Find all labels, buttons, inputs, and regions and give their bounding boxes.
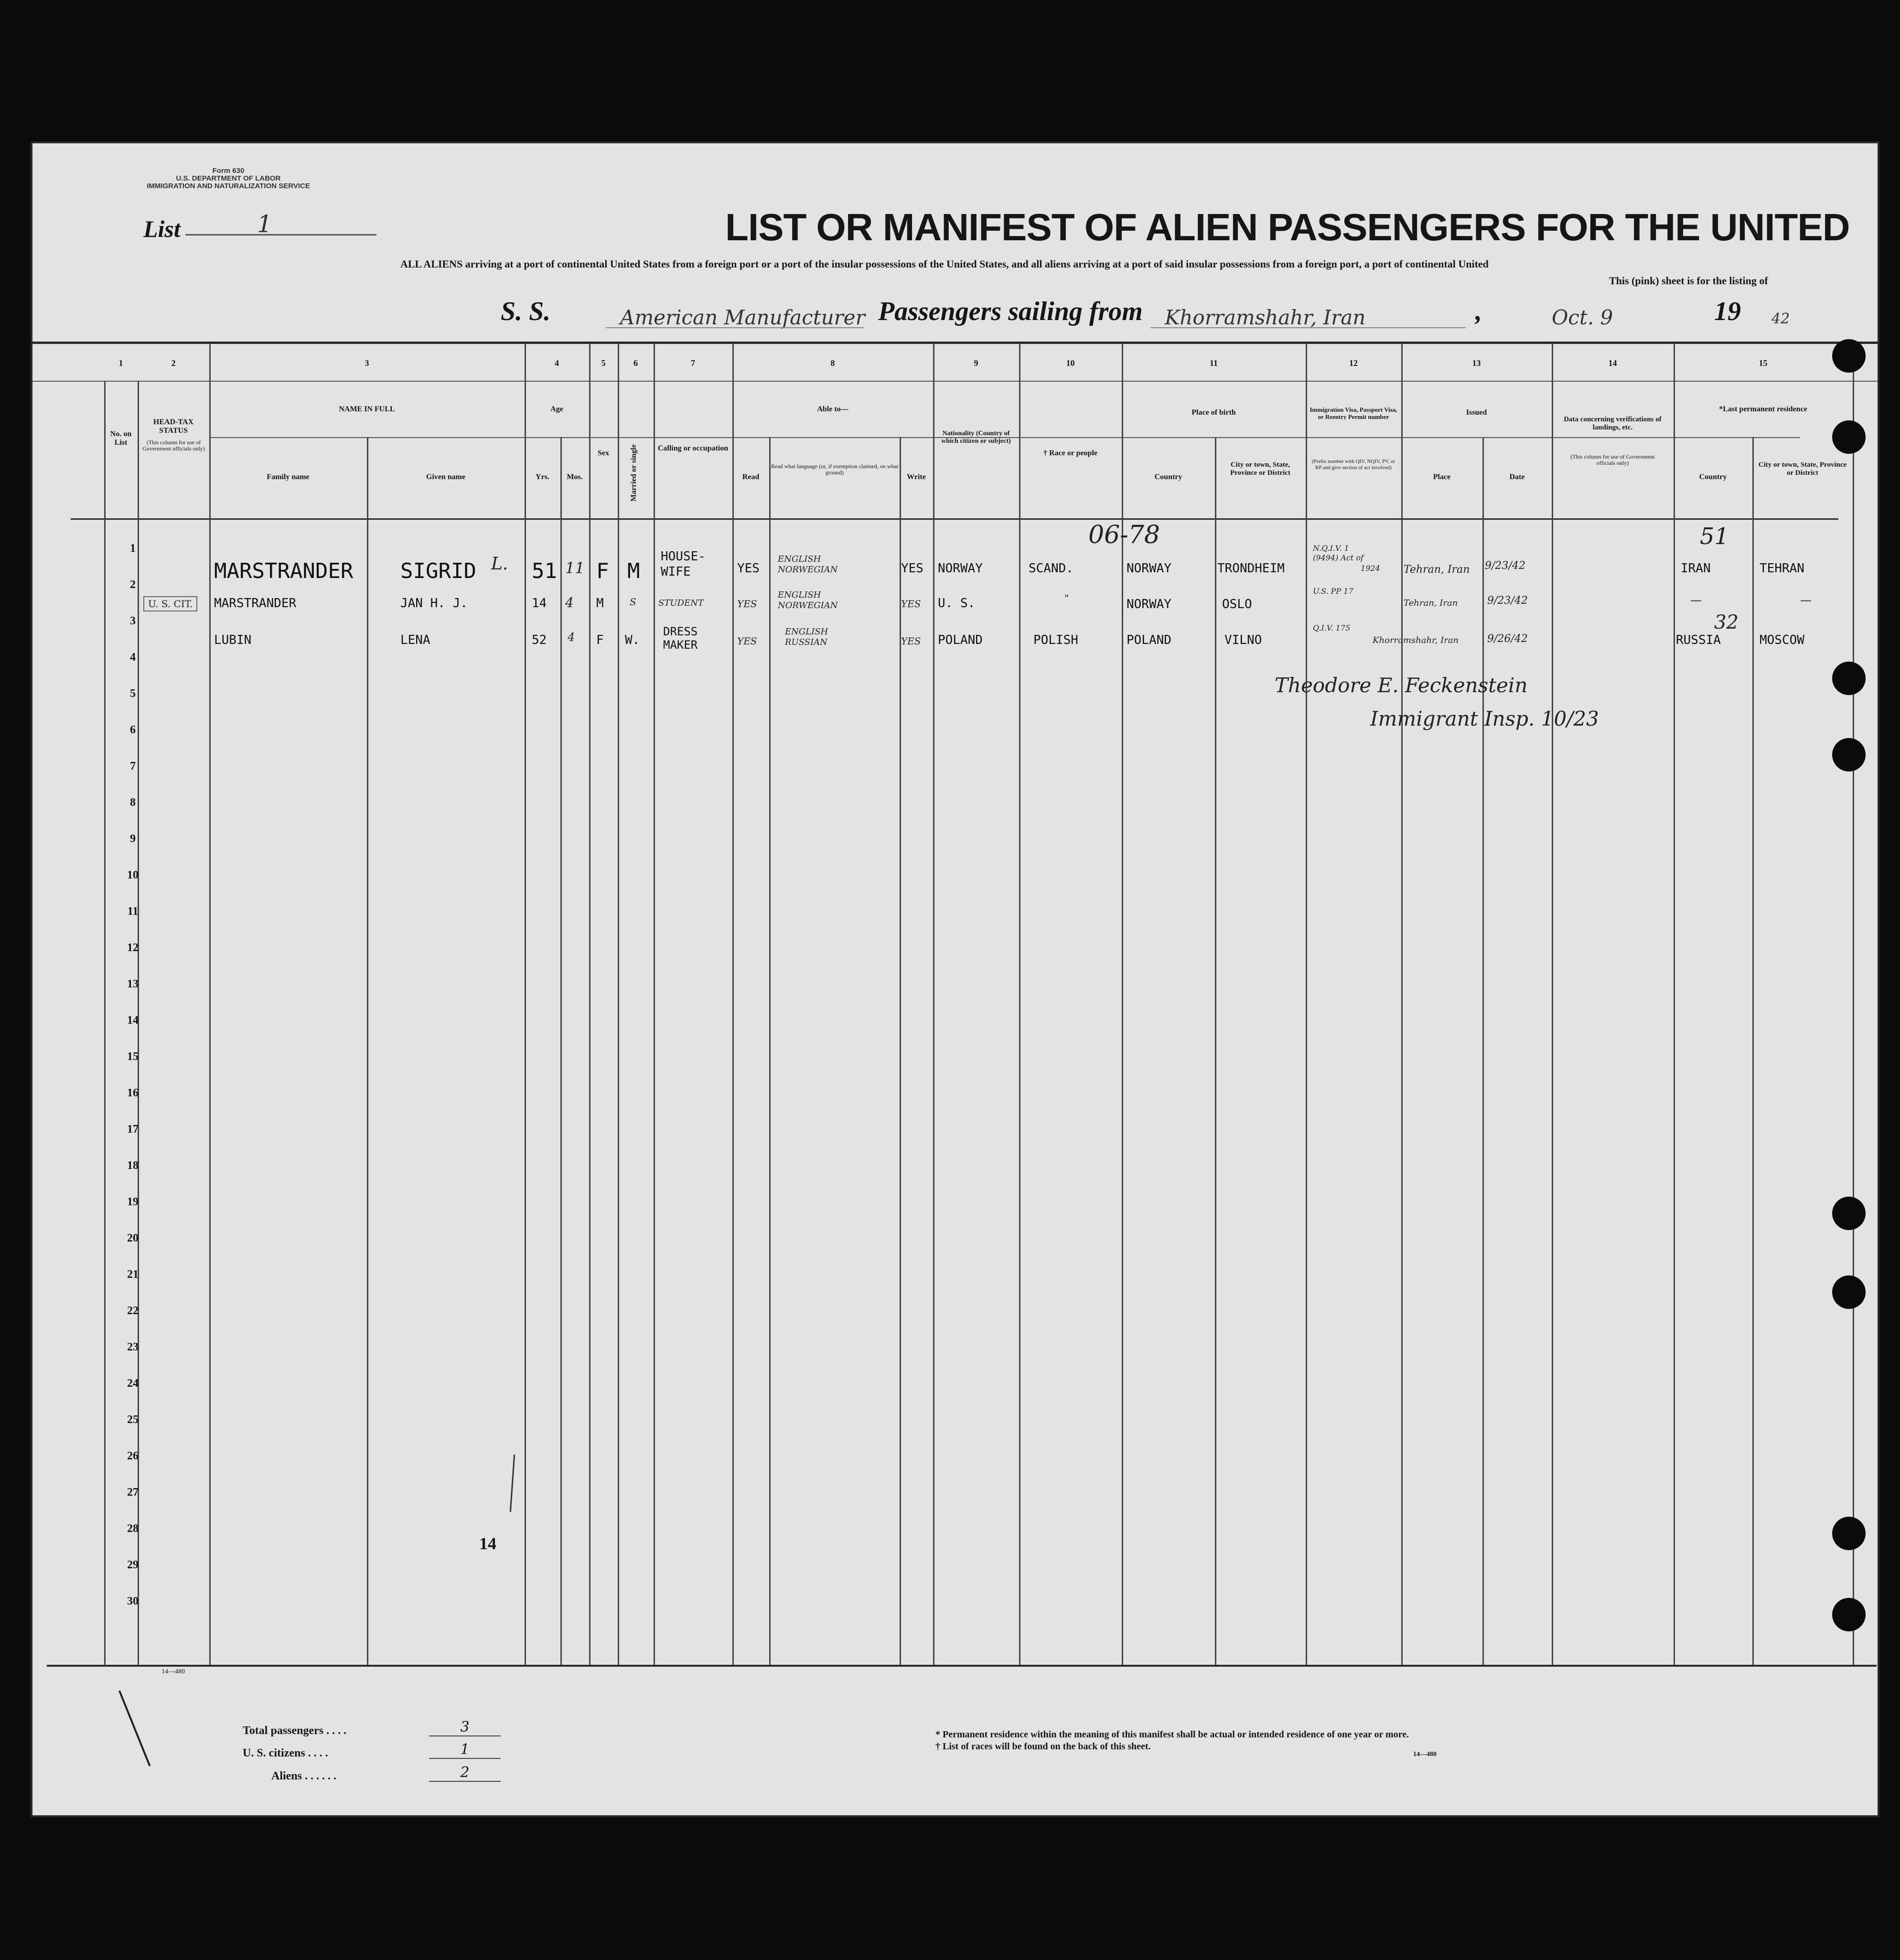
form-number: Form 630: [212, 167, 245, 175]
hdr-date: Date: [1509, 473, 1525, 481]
inspector-signature: Theodore E. Feckenstein: [1275, 674, 1528, 697]
colnum-14: 14: [1608, 358, 1617, 368]
col-line-14: [1019, 344, 1020, 1665]
row-number-1: 1: [130, 542, 136, 555]
binder-hole: [1832, 1517, 1866, 1550]
colnum-7: 7: [691, 358, 695, 368]
table-top-rule: [32, 342, 1878, 344]
passenger-2-sex: M: [596, 596, 604, 610]
passenger-3-language-2: RUSSIAN: [785, 637, 827, 647]
row-number-21: 21: [127, 1268, 139, 1281]
passenger-1-sex: F: [596, 559, 609, 583]
sailing-date: Oct. 9: [1552, 306, 1613, 329]
row-number-6: 6: [130, 724, 136, 736]
row-number-15: 15: [127, 1050, 139, 1063]
passenger-2-language-1: ENGLISH: [778, 590, 821, 600]
colnum-11: 11: [1209, 358, 1218, 368]
col-line-7: [589, 344, 590, 1665]
passenger-3-language-1: ENGLISH: [785, 627, 828, 637]
passenger-1-language-1: ENGLISH: [778, 554, 821, 564]
hdr-res-city: City or town, State, Province or District: [1758, 461, 1847, 477]
hdr-read: Read: [742, 473, 760, 481]
col-line-17: [1306, 344, 1307, 1665]
us-citizens-label: U. S. citizens . . . .: [243, 1747, 328, 1759]
row-number-7: 7: [130, 760, 136, 772]
row-number-20: 20: [127, 1232, 139, 1244]
hdr-country: Country: [1154, 473, 1182, 481]
passenger-1-res-country: IRAN: [1681, 561, 1711, 576]
passenger-2-language-2: NORWEGIAN: [778, 600, 838, 610]
passenger-1-issued-date: 9/23/42: [1485, 560, 1525, 572]
passenger-1-occupation-2: WIFE: [661, 565, 691, 579]
ship-name: American Manufacturer: [620, 306, 865, 329]
passenger-1-mos: 11: [565, 559, 585, 577]
passenger-2-family: MARSTRANDER: [214, 596, 297, 610]
binder-hole: [1832, 420, 1866, 454]
row-number-2: 2: [130, 578, 136, 591]
row-number-26: 26: [127, 1450, 139, 1462]
hdr-place: Place: [1433, 473, 1451, 481]
row-number-9: 9: [130, 833, 136, 845]
passenger-3-visa: Q.I.V. 175: [1313, 623, 1351, 632]
passenger-2-mos: 4: [565, 595, 574, 610]
row-number-13: 13: [127, 978, 139, 990]
passenger-2-read: YES: [737, 598, 757, 610]
list-line: [185, 234, 376, 236]
passenger-3-mos: 4: [568, 631, 575, 644]
col-line-12: [900, 437, 901, 1665]
footnote-races: † List of races will be found on the back of this sheet.: [935, 1741, 1151, 1752]
passenger-2-race: ": [1064, 592, 1069, 604]
col-line-9: [654, 344, 655, 1665]
row-number-12: 12: [127, 942, 139, 954]
sailing-label: Passengers sailing from: [878, 297, 1143, 326]
row-number-17: 17: [127, 1123, 139, 1135]
colnum-1: 1: [118, 358, 123, 368]
passenger-1-read: YES: [737, 561, 760, 576]
hdr-name-in-full: NAME IN FULL: [339, 405, 395, 413]
subtitle-line-1: ALL ALIENS arriving at a port of continental United States from a foreign port or a port of the insular possessions of the United States, and all aliens arriving at a port of said insular possessions from a foreign port, a port of continental United: [400, 258, 1489, 270]
passenger-3-issued-date: 9/26/42: [1487, 633, 1528, 645]
row-number-8: 8: [130, 796, 136, 809]
hdr-write: Write: [907, 473, 926, 481]
passenger-3-married: W.: [625, 633, 640, 647]
colnum-12: 12: [1349, 358, 1358, 368]
us-citizens-value: 1: [429, 1741, 501, 1759]
sailing-port: Khorramshahr, Iran: [1165, 306, 1366, 329]
row-number-25: 25: [127, 1414, 139, 1426]
hdr-head-tax: HEAD-TAX STATUS: [153, 418, 194, 435]
colnum-15: 15: [1759, 358, 1768, 368]
row-number-22: 22: [127, 1305, 139, 1317]
footnote-residence: * Permanent residence within the meaning of this manifest shall be actual or intended residence of one year or more.: [935, 1729, 1409, 1740]
service-name: IMMIGRATION AND NATURALIZATION SERVICE: [147, 182, 310, 190]
hdr-race: † Race or people: [1043, 449, 1097, 457]
ship-line: [606, 327, 864, 328]
passenger-1-visa-1: N.Q.I.V. 1: [1313, 544, 1349, 553]
colnum-4: 4: [555, 358, 559, 368]
header-bottom-rule: [71, 518, 1838, 520]
port-line: [1150, 327, 1466, 328]
passenger-3-read: YES: [737, 635, 757, 647]
aliens-label: Aliens . . . . . .: [271, 1770, 337, 1782]
page-number: 14: [479, 1534, 496, 1553]
subtitle-line-2: This (pink) sheet is for the listing of: [1609, 275, 1768, 287]
hdr-sex: Sex: [598, 449, 609, 457]
colnum-8: 8: [830, 358, 835, 368]
passenger-3-given: LENA: [400, 633, 430, 647]
passenger-3-issued-place: Khorramshahr, Iran: [1373, 635, 1459, 645]
passenger-2-birth-country: NORWAY: [1127, 597, 1171, 611]
passenger-1-yrs: 51: [532, 559, 557, 583]
col-line-13: [933, 344, 934, 1665]
inspector-title: Immigrant Insp. 10/23: [1370, 707, 1599, 730]
passenger-1-given-note: L.: [491, 554, 508, 574]
row-number-4: 4: [130, 651, 136, 664]
passenger-1-language-2: NORWEGIAN: [778, 565, 838, 575]
passenger-1-birth-city: TRONDHEIM: [1217, 561, 1285, 576]
hdr-visa-note: (Prefix number with QIV, NQIV, PV, or RP and give section of act involved): [1311, 459, 1395, 471]
passenger-1-given: SIGRID: [400, 559, 476, 583]
passenger-2-married: S: [630, 596, 636, 608]
passenger-3-family: LUBIN: [214, 633, 252, 647]
slash-mark: [118, 1691, 150, 1767]
passenger-1-visa-2: (9494) Act of: [1313, 553, 1363, 562]
hdr-age: Age: [550, 405, 563, 413]
passenger-2-given: JAN H. J.: [400, 596, 468, 610]
passenger-1-visa-3: 1924: [1361, 564, 1380, 573]
colnum-6: 6: [633, 358, 638, 368]
department-block: [135, 167, 322, 190]
hdr-married: Married or single: [630, 444, 638, 502]
total-passengers-value: 3: [429, 1719, 501, 1736]
col-line-21: [1674, 344, 1675, 1665]
hdr-given-name: Given name: [426, 473, 466, 481]
passenger-1-nationality: NORWAY: [938, 561, 983, 576]
passenger-1-race: SCAND.: [1029, 561, 1073, 576]
residence-annotation-2: 32: [1714, 611, 1739, 633]
passenger-3-nationality: POLAND: [938, 633, 983, 647]
col-line-23: [1853, 344, 1854, 1665]
hdr-calling: Calling or occupation: [657, 444, 729, 452]
passenger-3-race: POLISH: [1033, 633, 1078, 647]
passenger-2-occupation: STUDENT: [658, 598, 704, 608]
list-label: List: [143, 215, 181, 242]
row-number-3: 3: [130, 615, 136, 627]
row-number-23: 23: [127, 1341, 139, 1353]
ss-label: S. S.: [501, 297, 551, 326]
hdr-read-language: Read what language (or, if exemption claimed, on what ground): [771, 463, 899, 476]
colnum-rule: [32, 381, 1878, 382]
passenger-1-family: MARSTRANDER: [214, 559, 354, 583]
passenger-3-write: YES: [901, 635, 921, 647]
passenger-2-yrs: 14: [532, 596, 547, 610]
row-number-24: 24: [127, 1377, 139, 1390]
passenger-3-birth-city: VILNO: [1224, 633, 1262, 647]
form-code-bottom: 14—480: [1413, 1751, 1437, 1758]
table-bottom-rule: [47, 1665, 1877, 1667]
row-number-16: 16: [127, 1087, 139, 1099]
passenger-1-write: YES: [901, 561, 923, 576]
year-prefix: 19: [1714, 297, 1741, 326]
hdr-mos: Mos.: [567, 473, 583, 481]
hdr-place-of-birth: Place of birth: [1192, 408, 1236, 417]
row-number-11: 11: [127, 905, 139, 918]
binder-hole: [1832, 662, 1866, 695]
hdr-visa: Immigration Visa, Passport Visa, or Reentry Permit number: [1310, 406, 1397, 420]
col-line-16: [1215, 437, 1216, 1665]
passenger-3-res-country: RUSSIA: [1676, 633, 1721, 647]
manifest-sheet: [32, 143, 1878, 1815]
col-line-4: [367, 437, 368, 1665]
passenger-2-write: YES: [901, 598, 921, 610]
hdr-res-country: Country: [1699, 473, 1727, 481]
passenger-3-yrs: 52: [532, 633, 547, 647]
colnum-5: 5: [601, 358, 606, 368]
passenger-2-nationality: U. S.: [938, 596, 976, 610]
hdr-city: City or town, State, Province or District: [1230, 461, 1291, 477]
row-number-27: 27: [127, 1486, 139, 1499]
passenger-3-birth-country: POLAND: [1127, 633, 1171, 647]
col-line-20: [1552, 344, 1553, 1665]
form-code-top: 14—480: [161, 1668, 185, 1675]
list-number: 1: [257, 210, 272, 238]
col-line-22: [1752, 437, 1754, 1665]
colnum-2: 2: [171, 358, 176, 368]
col-line-6: [560, 437, 562, 1665]
row-number-28: 28: [127, 1522, 139, 1535]
passenger-2-issued-date: 9/23/42: [1487, 595, 1528, 607]
passenger-2-res-country: —: [1690, 593, 1702, 607]
passenger-2-res-city: —: [1800, 593, 1812, 607]
hdr-no-on-list: No. on List: [110, 430, 132, 447]
birth-annotation: 06-78: [1088, 521, 1160, 549]
col-line-18: [1401, 344, 1403, 1665]
passenger-3-sex: F: [596, 633, 604, 647]
total-passengers-label: Total passengers . . . .: [243, 1724, 347, 1737]
binder-hole: [1832, 1197, 1866, 1230]
hdr-family-name: Family name: [267, 473, 310, 481]
col-line-8: [618, 344, 619, 1665]
hdr-data-landings: Data concerning verifications of landings, etc.: [1564, 416, 1662, 431]
col-line-5: [525, 344, 526, 1665]
row-number-30: 30: [127, 1595, 139, 1607]
col-line-11: [769, 437, 771, 1665]
col-line-10: [732, 344, 734, 1665]
hdr-last-residence: *Last permanent residence: [1719, 405, 1807, 413]
comma: ,: [1475, 297, 1482, 326]
passenger-1-birth-country: NORWAY: [1127, 561, 1171, 576]
hdr-data-note: (This column for use of Government officials only): [1570, 453, 1655, 466]
binder-hole: [1832, 339, 1866, 373]
year-suffix: 42: [1771, 311, 1790, 327]
passenger-1-issued-place: Tehran, Iran: [1404, 564, 1470, 576]
residence-annotation-1: 51: [1700, 523, 1729, 550]
row-number-10: 10: [127, 869, 139, 881]
binder-hole: [1832, 1275, 1866, 1309]
hdr-issued: Issued: [1466, 408, 1487, 417]
passenger-1-married: M: [627, 559, 640, 583]
passenger-3-occupation-2: MAKER: [663, 638, 698, 652]
hdr-able-to: Able to—: [817, 405, 848, 413]
row-number-5: 5: [130, 687, 136, 700]
colnum-3: 3: [365, 358, 369, 368]
passenger-2-birth-city: OSLO: [1222, 597, 1252, 611]
check-mark: [510, 1455, 515, 1512]
row-number-18: 18: [127, 1159, 139, 1172]
hdr-yrs: Yrs.: [536, 473, 549, 481]
aliens-value: 2: [429, 1764, 501, 1782]
col-line-19: [1482, 437, 1484, 1665]
passenger-2-issued-place: Tehran, Iran: [1404, 598, 1458, 608]
page-title: LIST OR MANIFEST OF ALIEN PASSENGERS FOR THE UNITED: [725, 206, 1850, 248]
hdr-head-tax-note: (This column for use of Government officials only): [142, 439, 205, 452]
binder-hole: [1832, 738, 1866, 771]
passenger-1-res-city: TEHRAN: [1760, 561, 1804, 576]
binder-hole: [1832, 1598, 1866, 1631]
hdr-nationality: Nationality (Country of which citizen or subject): [941, 430, 1011, 445]
passenger-3-occupation-1: DRESS: [663, 625, 698, 638]
colnum-10: 10: [1066, 358, 1075, 368]
row-number-19: 19: [127, 1196, 139, 1208]
passenger-2-visa: U.S. PP 17: [1313, 587, 1353, 596]
colnum-9: 9: [974, 358, 978, 368]
passenger-1-occupation-1: HOUSE-: [661, 549, 706, 564]
passenger-3-res-city: MOSCOW: [1760, 633, 1804, 647]
colnum-13: 13: [1472, 358, 1481, 368]
row-number-29: 29: [127, 1559, 139, 1571]
col-line-3: [209, 344, 211, 1665]
passenger-2-head-tax: U. S. CIT.: [143, 596, 197, 611]
department-name: U.S. DEPARTMENT OF LABOR: [176, 174, 281, 182]
row-number-14: 14: [127, 1014, 139, 1027]
